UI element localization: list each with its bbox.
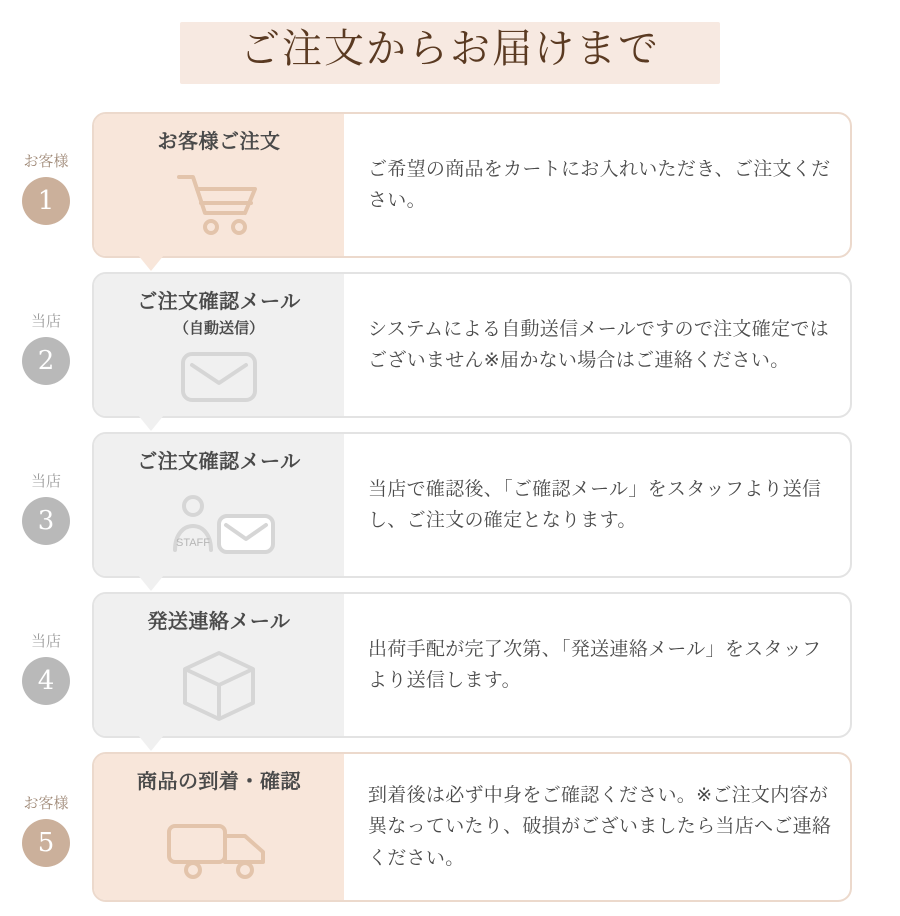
step-card xyxy=(92,752,852,902)
step-card-right xyxy=(344,594,850,736)
staff-envelope-icon xyxy=(161,494,277,558)
step-card xyxy=(92,272,852,418)
step-number-badge: 3 xyxy=(22,497,70,545)
step-icon-wrap xyxy=(94,795,344,900)
step-role-label: 当店 xyxy=(30,632,61,650)
step-card-right xyxy=(344,274,850,416)
step-number-badge: 2 xyxy=(22,337,70,385)
page-title: ご注文からお届けまで xyxy=(240,26,660,72)
step-number-badge: 4 xyxy=(22,657,70,705)
envelope-icon xyxy=(180,349,258,405)
step-card-left xyxy=(94,754,344,900)
step-card-left xyxy=(94,594,344,736)
step-description: ご希望の商品をカートにお入れいただき、ご注文ください。 xyxy=(368,158,831,211)
step-card-right xyxy=(344,754,850,900)
step-number-badge: 5 xyxy=(22,819,70,867)
step-icon-wrap xyxy=(94,155,344,256)
step-role-label: お客様 xyxy=(23,152,69,170)
step-subheading: （自動送信） xyxy=(173,320,264,337)
step-card-right xyxy=(344,114,850,256)
step-role xyxy=(0,592,92,738)
connector-arrow-icon xyxy=(138,575,164,593)
step-item xyxy=(0,752,900,902)
step-heading: 発送連絡メール xyxy=(147,611,291,633)
package-box-icon xyxy=(179,649,259,723)
step-card-left xyxy=(94,274,344,416)
step-card xyxy=(92,592,852,738)
step-description: 到着後は必ず中身をご確認ください。※ご注文内容が異なっていたり、破損がございましたら当店へご連絡ください。 xyxy=(368,784,832,869)
step-item xyxy=(0,432,900,578)
step-card-right xyxy=(344,434,850,576)
step-card-left xyxy=(94,114,344,256)
step-role-label: お客様 xyxy=(23,794,69,812)
step-heading: ご注文確認メール xyxy=(137,451,301,473)
connector-arrow-icon xyxy=(138,255,164,273)
step-item xyxy=(0,112,900,258)
step-icon-wrap xyxy=(94,338,344,416)
step-role-label: 当店 xyxy=(30,472,61,490)
step-role xyxy=(0,752,92,902)
step-card-left xyxy=(94,434,344,576)
step-heading: 商品の到着・確認 xyxy=(137,771,301,793)
step-card xyxy=(92,112,852,258)
step-heading: ご注文確認メール xyxy=(137,291,301,313)
step-role xyxy=(0,112,92,258)
step-item xyxy=(0,592,900,738)
connector-arrow-icon xyxy=(138,415,164,433)
delivery-truck-icon xyxy=(165,814,273,882)
step-heading: お客様ご注文 xyxy=(157,131,281,153)
steps-list xyxy=(0,112,900,916)
step-role xyxy=(0,432,92,578)
step-item xyxy=(0,272,900,418)
connector-arrow-icon xyxy=(138,735,164,753)
step-card xyxy=(92,432,852,578)
step-role-label: 当店 xyxy=(30,312,61,330)
step-description: システムによる自動送信メールですので注文確定ではございません※届かない場合はご連絡ください。 xyxy=(368,318,829,371)
step-number-badge: 1 xyxy=(22,177,70,225)
staff-badge-label: STAFF xyxy=(175,536,211,549)
step-description: 出荷手配が完了次第、「発送連絡メール」をスタッフより送信します。 xyxy=(368,638,822,691)
step-role xyxy=(0,272,92,418)
step-icon-wrap xyxy=(94,475,344,576)
shopping-cart-icon xyxy=(171,169,267,243)
step-icon-wrap xyxy=(94,635,344,736)
step-description: 当店で確認後、「ご確認メール」をスタッフより送信し、ご注文の確定となります。 xyxy=(368,478,822,531)
